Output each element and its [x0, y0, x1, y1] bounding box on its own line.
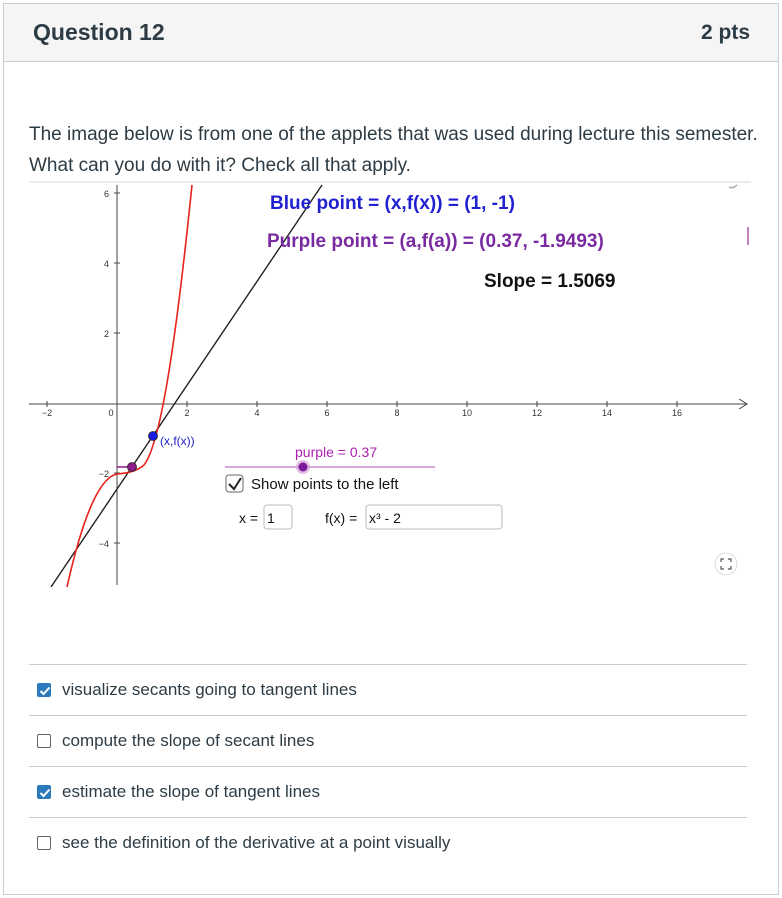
answer-list [29, 664, 747, 868]
x-tick-label: 10 [461, 408, 473, 418]
question-text: The image below is from one of the applets that was used during lecture this semester. What can you do with it? Check all that apply. [29, 124, 758, 176]
purple-point [128, 463, 137, 472]
answer-option[interactable] [29, 817, 747, 868]
answer-option[interactable] [29, 664, 747, 715]
answer-label: visualize secants going to tangent lines [62, 680, 357, 699]
question-header [4, 4, 778, 62]
x-tick-label: 12 [531, 408, 543, 418]
answer-checkbox[interactable] [37, 734, 51, 748]
y-tick-label: 6 [103, 189, 109, 199]
y-tick-label: 4 [103, 259, 109, 269]
purple-point-text: Purple point = (a,f(a)) = (0.37, -1.9493) [267, 231, 604, 252]
function-curve [67, 185, 192, 587]
checkmark-icon [38, 786, 52, 800]
x-tick-label: 14 [601, 408, 613, 418]
x-input-value: 1 [267, 510, 275, 526]
undo-icon [729, 185, 737, 188]
x-tick-label: 6 [324, 408, 330, 418]
y-tick-label: 2 [103, 329, 109, 339]
answer-label: compute the slope of secant lines [62, 731, 315, 750]
applet-image [29, 181, 751, 587]
point-label: (x,f(x)) [160, 434, 195, 448]
x-input-label: x = [239, 510, 259, 526]
fx-input-label: f(x) = [325, 510, 358, 526]
answer-label: see the definition of the derivative at a point visually [62, 833, 451, 852]
y-tick-label: −4 [98, 539, 109, 549]
answer-option[interactable] [29, 715, 747, 766]
show-points-label: Show points to the left [251, 476, 399, 493]
question-points: 2 pts [700, 21, 750, 44]
slider-label: purple = 0.37 [295, 444, 378, 460]
checkmark-icon [38, 684, 52, 698]
question-title: Question 12 [33, 19, 165, 45]
x-tick-label: 2 [184, 408, 190, 418]
answer-checkbox[interactable] [37, 836, 51, 850]
answer-checkbox[interactable] [37, 683, 51, 697]
slider-handle [299, 463, 308, 472]
answer-label: estimate the slope of tangent lines [62, 782, 320, 801]
fx-input-value: x³ - 2 [369, 510, 401, 526]
applet-graph [29, 181, 751, 587]
fullscreen-icon [715, 553, 737, 575]
x-tick-label: 0 [108, 408, 114, 418]
slope-text: Slope = 1.5069 [484, 271, 616, 292]
answer-checkbox[interactable] [37, 785, 51, 799]
x-tick-label: 8 [394, 408, 400, 418]
x-tick-label: −2 [41, 408, 53, 418]
y-tick-label: −2 [98, 469, 109, 479]
answer-option[interactable] [29, 766, 747, 817]
x-tick-label: 16 [671, 408, 683, 418]
x-tick-label: 4 [254, 408, 260, 418]
blue-point-text: Blue point = (x,f(x)) = (1, -1) [270, 193, 515, 214]
blue-point [149, 432, 158, 441]
